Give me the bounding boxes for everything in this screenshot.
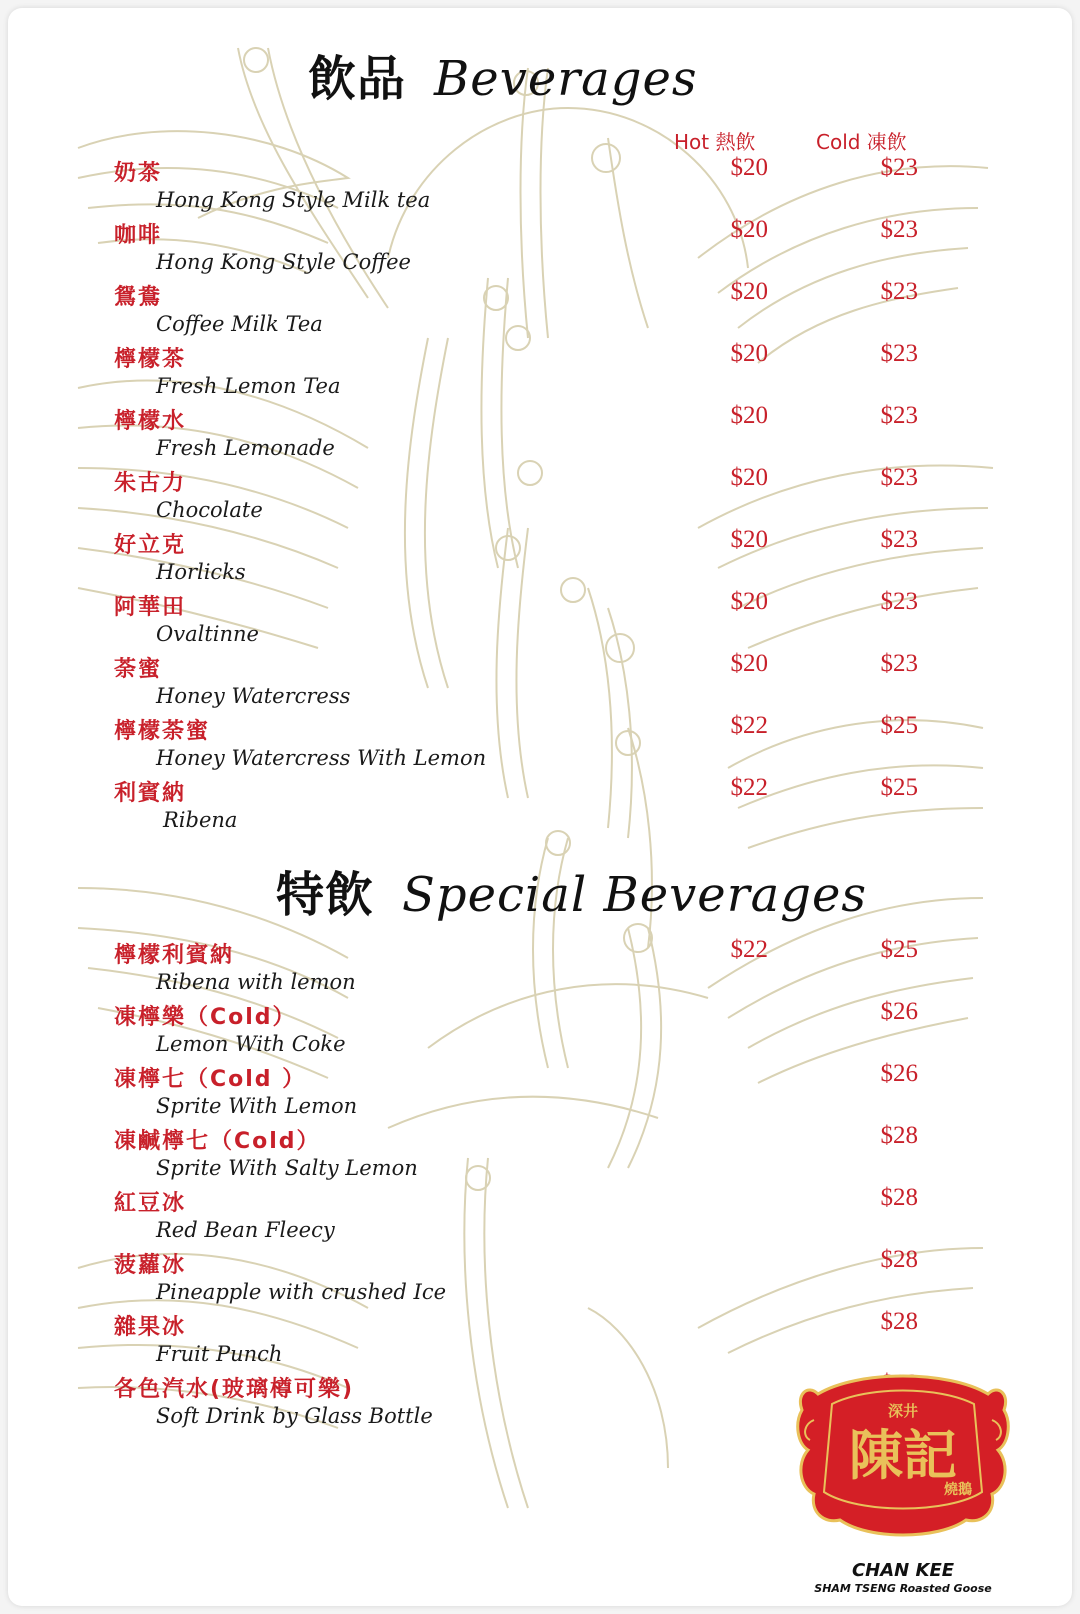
item-name-zh: 雜果冰 — [114, 1315, 187, 1340]
seal-logo-icon — [788, 1364, 1018, 1554]
price-hot: $20 — [730, 216, 768, 243]
section-title-special-beverages — [276, 856, 867, 925]
section-title-zh: 特飲 — [276, 867, 375, 923]
item-name-en: Fresh Lemon Tea — [156, 374, 341, 398]
price-hot: $20 — [730, 340, 768, 367]
item-name-en: Ribena with lemon — [156, 970, 356, 994]
price-hot: $22 — [730, 774, 768, 801]
item-name-zh: 朱古力 — [114, 471, 187, 496]
column-header-cold: Cold 凍飲 — [816, 130, 907, 154]
price-hot: $20 — [730, 278, 768, 305]
item-name-zh: 各色汽水(玻璃樽可樂) — [114, 1377, 355, 1402]
price-cold: $23 — [880, 216, 918, 243]
price-hot: $20 — [730, 154, 768, 181]
item-name-en: Soft Drink by Glass Bottle — [156, 1404, 433, 1428]
price-cold: $25 — [880, 936, 918, 963]
item-name-zh: 紅豆冰 — [114, 1191, 187, 1216]
price-hot: $20 — [730, 526, 768, 553]
item-name-en: Red Bean Fleecy — [156, 1218, 335, 1242]
price-hot: $20 — [730, 650, 768, 677]
item-name-zh: 凍檸樂（Cold） — [114, 1005, 297, 1030]
price-cold: $23 — [880, 526, 918, 553]
section-title-beverages — [308, 40, 698, 109]
section-title-en: Beverages — [434, 51, 698, 107]
price-hot: $22 — [730, 712, 768, 739]
price-cold: $23 — [880, 154, 918, 181]
price-cold: $28 — [880, 1308, 918, 1335]
price-cold: $23 — [880, 464, 918, 491]
wing-right-upper — [698, 166, 988, 363]
price-cold: $23 — [880, 588, 918, 615]
price-cold: $23 — [880, 650, 918, 677]
section-title-zh: 飲品 — [308, 51, 407, 107]
item-name-en: Hong Kong Style Milk tea — [156, 188, 431, 212]
item-name-zh: 利賓納 — [114, 781, 187, 806]
logo-name: CHAN KEE — [851, 1560, 955, 1581]
item-name-zh: 檸檬茶 — [114, 347, 187, 372]
item-name-en: Sprite With Lemon — [156, 1094, 358, 1118]
item-name-en: Fresh Lemonade — [156, 436, 335, 460]
item-name-en: Honey Watercress — [156, 684, 351, 708]
item-name-zh: 好立克 — [114, 533, 187, 558]
item-name-en: Honey Watercress With Lemon — [156, 746, 487, 770]
item-name-zh: 鴛鴦 — [114, 285, 163, 310]
item-name-zh: 菠蘿冰 — [114, 1253, 187, 1278]
price-cold: $28 — [880, 1184, 918, 1211]
menu-page — [8, 8, 1072, 1606]
item-name-en: Ribena — [163, 808, 238, 832]
price-cold: $28 — [880, 1246, 918, 1273]
item-name-zh: 檸檬荼蜜 — [114, 719, 211, 744]
price-cold: $25 — [880, 774, 918, 801]
item-name-en: Chocolate — [156, 498, 263, 522]
seal-main-text: 陳記 — [849, 1423, 957, 1487]
price-cold: $25 — [880, 712, 918, 739]
price-cold: $26 — [880, 1060, 918, 1087]
item-name-zh: 荼蜜 — [114, 657, 163, 682]
chan-kee-logo — [788, 1364, 1038, 1600]
item-name-en: Sprite With Salty Lemon — [156, 1156, 418, 1180]
item-name-zh: 檸檬利賓納 — [114, 943, 235, 968]
section-title-en: Special Beverages — [402, 867, 868, 923]
crane-bodies-lower — [388, 831, 708, 1508]
item-name-en: Hong Kong Style Coffee — [156, 250, 411, 274]
seal-bottom-text: 燒鵝 — [944, 1482, 972, 1498]
price-cold: $28 — [880, 1122, 918, 1149]
item-name-en: Coffee Milk Tea — [156, 312, 323, 336]
price-cold: $23 — [880, 340, 918, 367]
item-name-zh: 阿華田 — [114, 595, 187, 620]
item-name-zh: 凍鹹檸七（Cold） — [114, 1129, 321, 1154]
item-name-zh: 檸檬水 — [114, 409, 187, 434]
logo-subtitle: SHAM TSENG Roasted Goose — [814, 1582, 992, 1595]
item-name-en: Fruit Punch — [156, 1342, 283, 1366]
price-cold: $26 — [880, 998, 918, 1025]
price-hot: $22 — [730, 936, 768, 963]
price-cold: $23 — [880, 402, 918, 429]
crane-bodies-middle — [405, 278, 652, 948]
price-hot: $20 — [730, 402, 768, 429]
column-header-hot: Hot 熱飲 — [674, 130, 756, 154]
item-name-en: Lemon With Coke — [156, 1032, 346, 1056]
item-name-en: Pineapple with crushed Ice — [156, 1280, 447, 1304]
seal-top-text: 深井 — [887, 1402, 919, 1420]
price-hot: $20 — [730, 588, 768, 615]
price-hot: $20 — [730, 464, 768, 491]
item-name-zh: 咖啡 — [114, 223, 163, 248]
item-name-en: Ovaltinne — [156, 622, 259, 646]
price-cold: $23 — [880, 278, 918, 305]
item-name-zh: 凍檸七（Cold ） — [114, 1067, 307, 1092]
item-name-zh: 奶茶 — [114, 161, 163, 186]
item-name-en: Horlicks — [156, 560, 246, 584]
